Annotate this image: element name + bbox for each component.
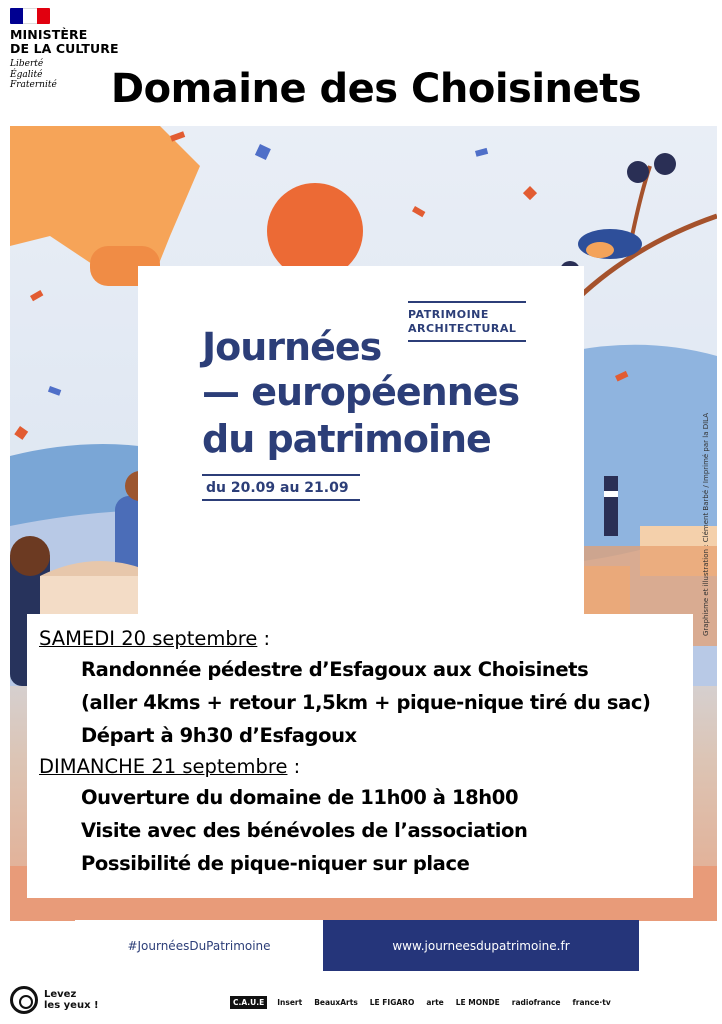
partner-logo-beauxarts: BeauxArts xyxy=(314,997,358,1007)
ministry-name-line2: DE LA CULTURE xyxy=(10,41,119,56)
saturday-item-1: Randonnée pédestre d’Esfagoux aux Choisinets xyxy=(81,658,589,681)
motto-fraternite: Fraternité xyxy=(10,80,57,90)
confetti-6 xyxy=(30,290,43,301)
confetti-10 xyxy=(14,426,28,440)
flag-red xyxy=(37,8,50,24)
theme-line2: ARCHITECTURAL xyxy=(408,322,517,335)
branch-shape xyxy=(570,216,717,306)
jep-heading-line3: du patrimoine xyxy=(202,417,491,461)
saturday-item-2: (aller 4kms + retour 1,5km + pique-nique tiré du sac) xyxy=(81,691,651,714)
confetti-8 xyxy=(48,386,61,396)
partner-logo-radiofrance: radiofrance xyxy=(511,997,561,1007)
partner-logo-francetv: france·tv xyxy=(572,997,611,1007)
event-dates: du 20.09 au 21.09 xyxy=(202,474,360,501)
motto-liberte: Liberté xyxy=(10,59,44,69)
jep-logo-card xyxy=(138,266,584,626)
sun-shape xyxy=(267,183,363,279)
motto-egalite: Égalité xyxy=(10,69,43,80)
partner-logos xyxy=(230,992,710,1012)
program-box xyxy=(27,614,693,898)
partner-logo-lemonde: LE MONDE xyxy=(455,997,500,1007)
ministry-name-line1: MINISTÈRE xyxy=(10,27,88,42)
levez-line2: les yeux ! xyxy=(44,1000,99,1011)
theme-line1: PATRIMOINE xyxy=(408,308,489,321)
flag-blue xyxy=(10,8,23,24)
lighthouse xyxy=(604,476,618,536)
jep-heading-line1: Journées xyxy=(202,325,382,369)
french-flag-icon xyxy=(10,8,50,24)
confetti-1 xyxy=(170,131,185,141)
partner-logo-figaro: LE FIGARO xyxy=(369,997,415,1007)
saturday-colon: : xyxy=(257,627,271,650)
confetti-3 xyxy=(412,206,425,217)
levez-line1: Levez xyxy=(44,989,77,1000)
hashtag-band xyxy=(75,920,323,971)
credit-text: Graphisme et illustration : Clément Barbé / Imprimé par la DILA xyxy=(702,412,710,636)
levez-text xyxy=(44,989,99,1011)
page-title: Domaine des Choisinets xyxy=(110,66,642,112)
lighthouse-stripe xyxy=(604,491,618,497)
partner-logo-caue: C.A.U.E xyxy=(230,996,267,1009)
partner-logo-arte: arte xyxy=(426,997,444,1007)
saturday-item-3: Départ à 9h30 d’Esfagoux xyxy=(81,724,357,747)
berry-2 xyxy=(654,153,676,175)
hashtag-text: #JournéesDuPatrimoine xyxy=(127,938,271,953)
saturday-label: SAMEDI 20 septembre xyxy=(39,627,258,650)
website-band[interactable] xyxy=(323,920,639,971)
confetti-5 xyxy=(523,186,537,200)
website-link[interactable]: www.journeesdupatrimoine.fr xyxy=(392,938,570,953)
jep-heading-line2: — européennes xyxy=(202,370,520,414)
levez-les-yeux-logo xyxy=(10,986,99,1014)
confetti-2 xyxy=(255,144,271,160)
sunday-item-1: Ouverture du domaine de 11h00 à 18h00 xyxy=(81,786,519,809)
ministry-name xyxy=(10,28,140,56)
flag-white xyxy=(23,8,36,24)
confetti-4 xyxy=(475,148,488,157)
sunday-item-2: Visite avec des bénévoles de l’association xyxy=(81,819,528,842)
berry-1 xyxy=(627,161,649,183)
sunday-colon: : xyxy=(287,755,301,778)
sunday-heading xyxy=(39,752,683,781)
woman-head xyxy=(10,536,50,576)
partner-logo-insert: Insert xyxy=(277,997,303,1007)
bird-belly xyxy=(586,242,614,258)
eye-icon xyxy=(10,986,38,1014)
sunday-label: DIMANCHE 21 septembre xyxy=(39,755,288,778)
saturday-heading xyxy=(39,624,683,653)
sunday-item-3: Possibilité de pique-niquer sur place xyxy=(81,852,470,875)
theme-label xyxy=(408,301,526,342)
